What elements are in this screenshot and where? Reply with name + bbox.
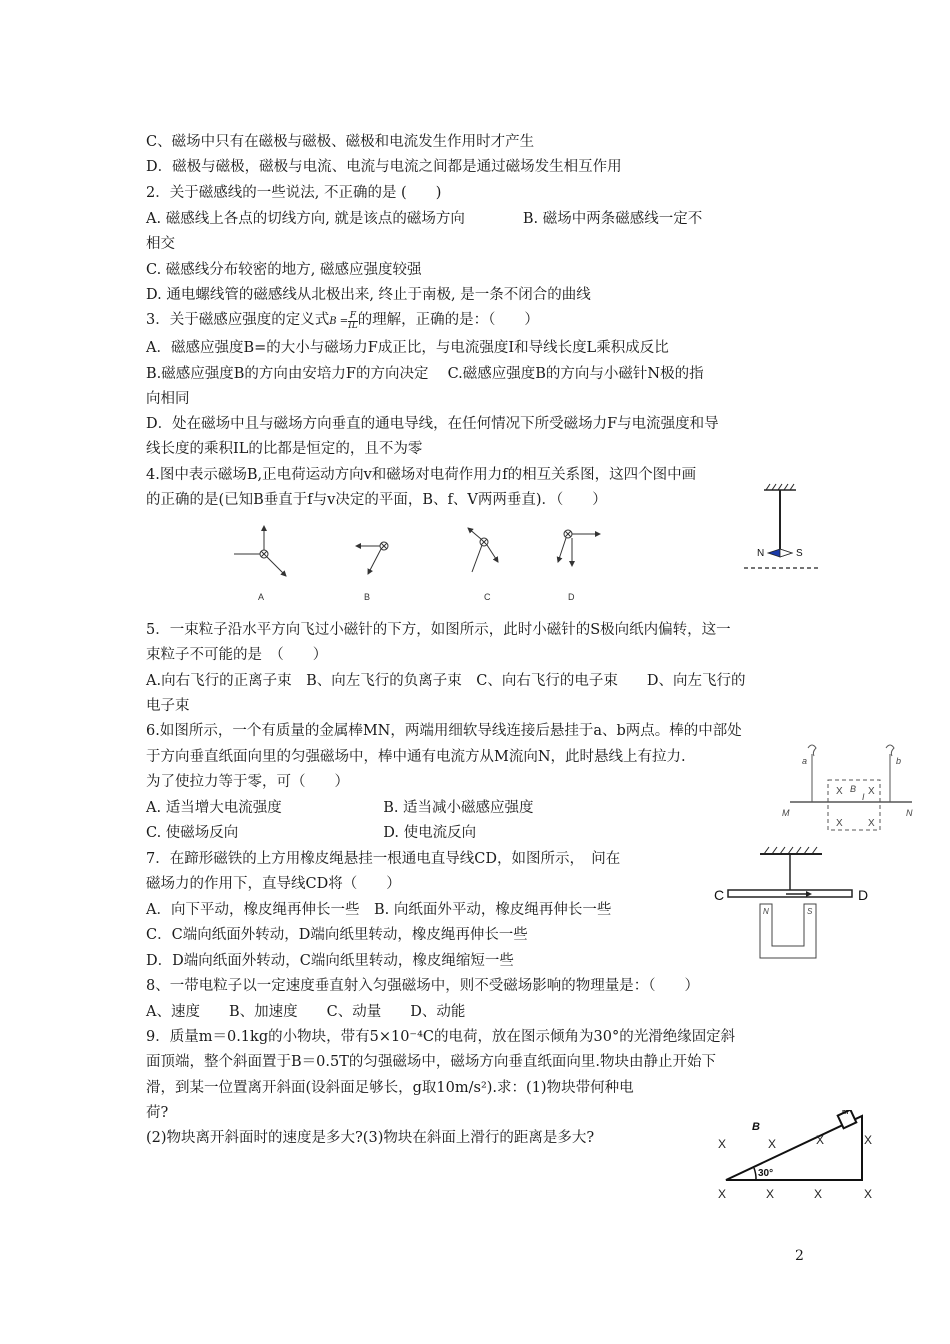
q6-stem-cont2: 为了使拉力等于零，可（ ） <box>146 774 349 790</box>
compass-needle-s <box>780 549 792 557</box>
wire-label-c: C <box>714 887 725 903</box>
q6-stem-cont: 于方向垂直纸面向里的匀强磁场中，棒中通有电流方从M流向N，此时悬线上有拉力. <box>146 749 686 765</box>
q9-stem-cont: 面顶端，整个斜面置于B＝0.5T的匀强磁场中，磁场方向垂直纸面向里.物块由静止开始下 <box>146 1054 716 1070</box>
fig6-label-n: N <box>906 808 913 818</box>
wire-label-d: D <box>858 887 869 903</box>
q4-figure-d <box>558 530 600 566</box>
magnet-n-label: N <box>763 907 769 916</box>
field-b-label: B <box>752 1121 760 1133</box>
q2-option-d: D. 通电螺线管的磁感线从北极出来, 终止于南极, 是一条不闭合的曲线 <box>146 287 591 303</box>
q4-label-b: B <box>364 592 371 602</box>
compass-s-label: S <box>796 548 803 559</box>
x-mark: X <box>816 1133 825 1147</box>
q4-stem: 4.图中表示磁场B,正电荷运动方向v和磁场对电荷作用力f的相互关系图，这四个图中画 <box>146 467 697 483</box>
fig6-label-m: M <box>782 808 790 818</box>
x-mark: X <box>766 1187 775 1201</box>
q3-suffix: 的理解，正确的是：（ ） <box>357 312 539 328</box>
fig6-label-b: b <box>896 756 902 766</box>
q3-fraction-den: IL <box>348 321 358 331</box>
q6-options-cd: C. 使磁场反向 D. 使电流反向 <box>146 825 477 841</box>
x-mark: X <box>814 1187 823 1201</box>
fig6-label-a: a <box>802 756 808 766</box>
q3-formula <box>329 311 358 331</box>
x-mark: X <box>718 1187 727 1201</box>
q4-stem-cont: 的正确的是(已知B垂直于f与v决定的平面，B、f、V两两垂直)．（ ） <box>146 492 607 508</box>
q7-stem-cont: 磁场力的作用下，直导线CD将（ ） <box>146 876 401 892</box>
q6-options-ab: A. 适当增大电流强度 B. 适当减小磁感应强度 <box>146 800 534 816</box>
x-mark: X <box>864 1133 873 1147</box>
q4-figure-a <box>234 526 286 576</box>
incline-figure <box>712 1110 880 1202</box>
q3-formula-b: B = <box>329 316 349 327</box>
fig6-label-field: B <box>850 784 857 794</box>
q3-prefix: 3．关于磁感应强度的定义式 <box>146 312 330 328</box>
q4-figures <box>228 520 608 606</box>
magnet-figure <box>712 846 878 966</box>
q7-option-c: C．C端向纸面外转动，D端向纸里转动，橡皮绳再伸长一些 <box>146 927 528 943</box>
q9-questions: (2)物块离开斜面时的速度是多大?(3)物块在斜面上滑行的距离是多大? <box>146 1130 595 1146</box>
q1-option-d: D．磁极与磁极，磁极与电流、电流与电流之间都是通过磁场发生相互作用 <box>146 159 622 175</box>
q3-option-d-cont: 线长度的乘积IL的比都是恒定的，且不为零 <box>146 441 423 457</box>
compass-n-label: N <box>757 548 765 559</box>
magnet-s-label: S <box>807 907 813 916</box>
x-mark: X <box>768 1137 777 1151</box>
q2-option-a-b: A. 磁感线上各点的切线方向, 就是该点的磁场方向 B. 磁场中两条磁感线一定不 <box>146 211 703 227</box>
fig6-x4: X <box>868 786 875 797</box>
q3-fraction-num: F <box>349 311 357 321</box>
q3-fraction <box>348 312 358 331</box>
q5-options-cont: 电子束 <box>146 698 190 714</box>
q3-stem <box>146 310 539 332</box>
x-mark: X <box>864 1187 873 1201</box>
q9-stem: 9．质量m＝0.1kg的小物块，带有5×10⁻⁴C的电荷，放在图示倾角为30°的光滑绝缘固定斜 <box>146 1029 736 1045</box>
q2-option-c: C. 磁感线分布较密的地方, 磁感应强度较强 <box>146 262 422 278</box>
x-mark: X <box>718 1137 727 1151</box>
q4-label-c: C <box>484 592 491 602</box>
q9-stem-cont2: 滑，到某一位置离开斜面(设斜面足够长，g取10m/s²).求：(1)物块带何种电 <box>146 1080 634 1096</box>
q4-figure-b <box>356 542 388 574</box>
q8-stem: 8、一带电粒子以一定速度垂直射入匀强磁场中，则不受磁场影响的物理量是：（ ） <box>146 978 699 994</box>
block-m-label: m <box>842 1110 849 1116</box>
q4-figure-c <box>468 528 498 572</box>
q1-option-c: C、磁场中只有在磁极与磁极、磁极和电流发生作用时才产生 <box>146 134 535 150</box>
fig6-x2: X <box>836 818 843 829</box>
ceiling-hatch <box>764 847 817 854</box>
q5-stem-cont: 束粒子不可能的是 （ ） <box>146 647 328 663</box>
page-number: 2 <box>795 1248 804 1264</box>
q5-options: A.向右飞行的正离子束 B、向左飞行的负离子束 C、向右飞行的电子束 D、向左飞行的 <box>146 673 746 689</box>
fig6-x1: X <box>836 786 843 797</box>
q9-stem-cont3: 荷? <box>146 1105 169 1121</box>
q7-options-ab: A．向下平动，橡皮绳再伸长一些 B. 向纸面外平动，橡皮绳再伸长一些 <box>146 902 612 918</box>
q8-options: A、速度 B、加速度 C、动量 D、动能 <box>146 1004 466 1020</box>
q5-stem: 5．一束粒子沿水平方向飞过小磁针的下方，如图所示，此时小磁针的S极向纸内偏转，这一 <box>146 622 731 638</box>
q4-label-a: A <box>258 592 265 602</box>
q6-stem: 6.如图所示，一个有质量的金属棒MN，两端用细软导线连接后悬挂于a、b两点。棒的中部处 <box>146 723 742 739</box>
fig6-x3: X <box>868 818 875 829</box>
q3-option-b-c: B.磁感应强度B的方向由安培力F的方向决定 C.磁感应强度B的方向与小磁针N极的指 <box>146 366 704 382</box>
rod-figure <box>776 738 928 834</box>
q2-option-b-cont: 相交 <box>146 236 175 252</box>
q3-option-d: D．处在磁场中且与磁场方向垂直的通电导线，在任何情况下所受磁场力F与电流强度和导 <box>146 416 719 432</box>
q7-option-d: D．D端向纸面外转动，C端向纸里转动，橡皮绳缩短一些 <box>146 953 514 969</box>
incline-angle-label: 30° <box>758 1168 774 1179</box>
q4-label-d: D <box>568 592 575 602</box>
compass-figure <box>740 482 820 578</box>
q2-stem: 2．关于磁感线的一些说法, 不正确的是 ( ) <box>146 185 442 201</box>
q3-option-c-cont: 向相同 <box>146 391 190 407</box>
q7-stem: 7．在蹄形磁铁的上方用橡皮绳悬挂一根通电直导线CD，如图所示， 问在 <box>146 851 621 867</box>
q3-option-a: A．磁感应强度B=的大小与磁场力F成正比，与电流强度I和导线长度L乘积成反比 <box>146 340 669 356</box>
ceiling-hatch <box>766 484 794 490</box>
fig6-label-current: I <box>862 792 865 802</box>
